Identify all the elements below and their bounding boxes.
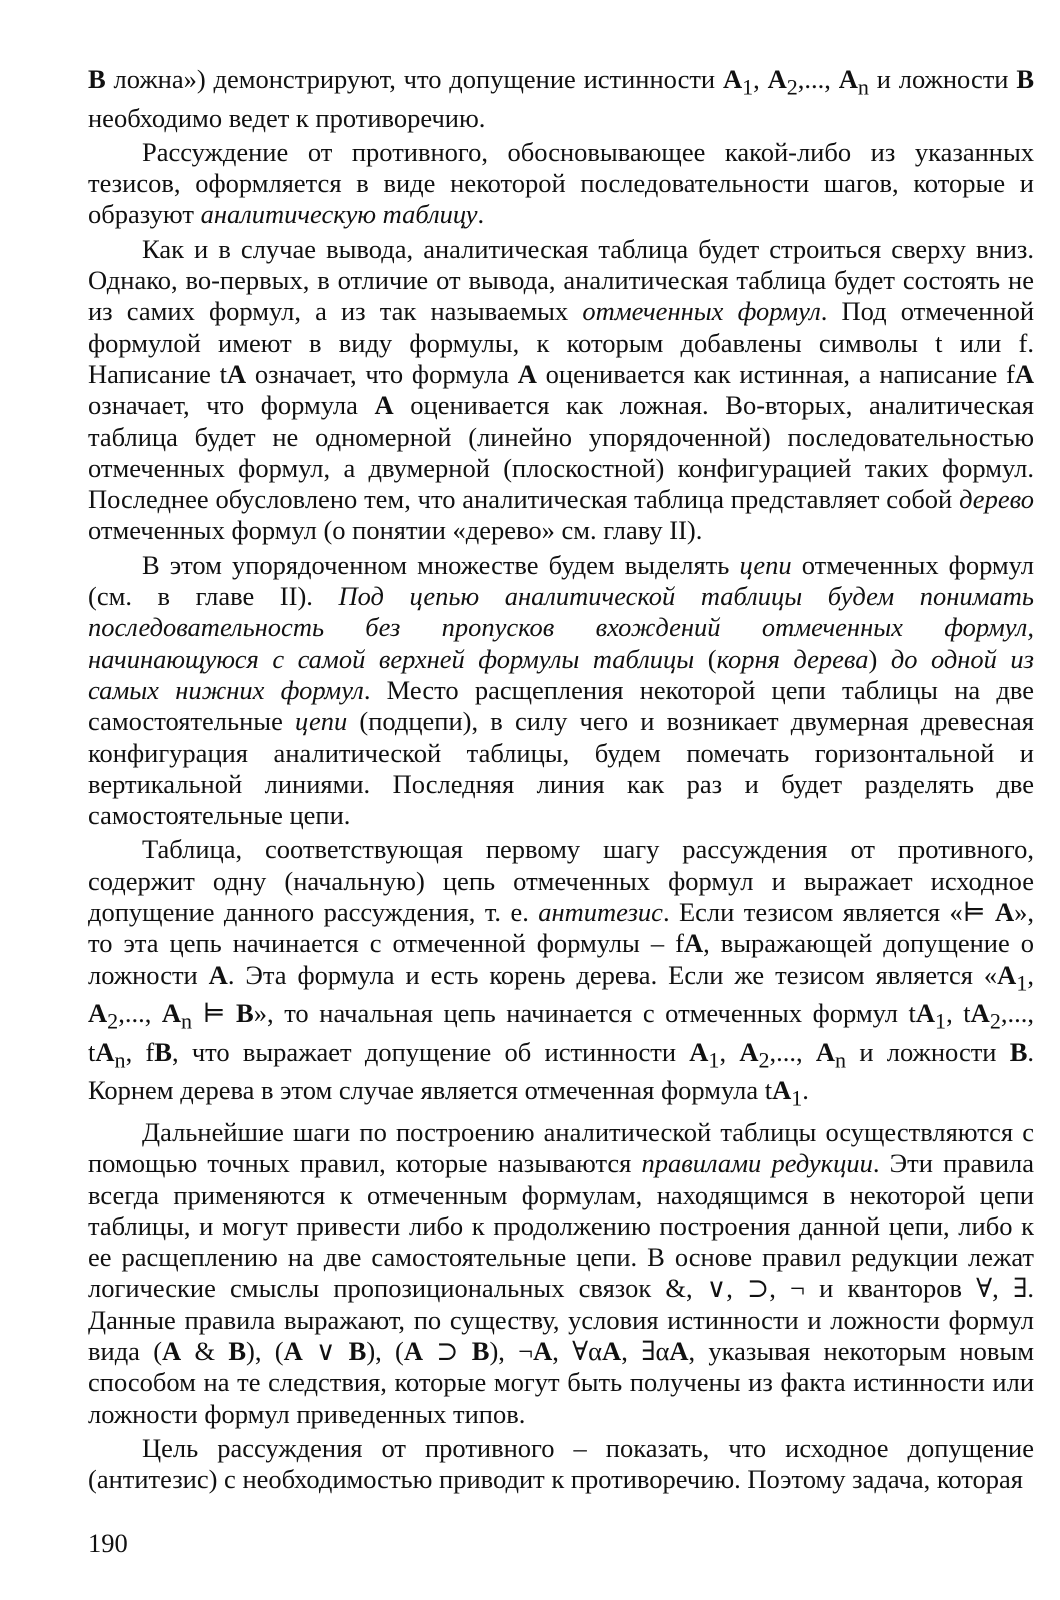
paragraph-5: Таблица, соответствующая первому шагу рассуждения от противного, содержит одну (начальную) цепь отмеченных формул и выражает исходное допущение данного рассуждения, т. е. антитезис. Если тезисом является «⊨ A», то эта цепь начинается с отмеченной формулы – fA, выражающей допущение о ложности A. Эта формула и есть корень дерева. Если же тезисом является «$A_1$, $A_2$,..., $A_n$ ⊨ B», то начальная цепь начинается с отмеченных формул $tA_1$, $tA_2$,..., $tA_n$, fB, что выражает допущение об истинности $A_1$, $A_2$,..., $A_n$ и ложности B. Корнем дерева в этом случае является отмеченная формула $tA_1$. (88, 834, 1035, 1111)
paragraph-7: Цель рассуждения от противного – показать, что исходное допущение (антитезис) с необходимостью приводит к противоречию. Поэтому задача, которая (88, 1432, 1034, 1495)
paragraph-3: Как и в случае вывода, аналитическая таблица будет строиться сверху вниз. Однако, во-первых, в отличие от вывода, аналитическая таблица будет состоять не из самих формул, а из так называемых отмеченных формул. Под отмеченной формулой имеют в виду формулы, к которым добавлены символы t или f. Написание tA означает, что формула A оценивается как истинная, а написание fA означает, что формула A оценивается как ложная. Во-вторых, аналитическая таблица будет не одномерной (линейно упорядоченной) последовательностью отмеченных формул, а двумерной (плоскостной) конфигурацией таких формул. Последнее обусловлено тем, что аналитическая таблица представляет собой дерево отмеченных формул (о понятии «дерево» см. главу II). (88, 233, 1034, 546)
paragraph-4: В этом упорядоченном множестве будем выделять цепи отмеченных формул (см. в главе II). Под цепью аналитической таблицы будем понимать последовательность без пропусков вхождений отмеченных формул, начинающуюся с самой верхней формулы таблицы (корня дерева) до одной из самых нижних формул. Место расщепления некоторой цепи таблицы на две самостоятельные цепи (подцепи), в силу чего и возникает двумерная древесная конфигурация аналитической таблицы, будем помечать горизонтальной и вертикальной линиями. Последняя линия как раз и будет разделять две самостоятельные цепи. (88, 549, 1034, 831)
paragraph-2: Рассуждение от противного, обосновывающее какой-либо из указанных тезисов, оформляется в виде некоторой последовательности шагов, которые и образуют аналитическую таблицу. (88, 136, 1034, 230)
paragraph-1: В ложна») демонстрируют, что допущение истинности $A_1$, $A_2$,..., $A_n$ и ложности В необходимо ведет к противоречию. (88, 64, 1034, 133)
page-number: 190 (88, 1528, 128, 1558)
paragraph-6: Дальнейшие шаги по построению аналитической таблицы осуществляются с помощью точных правил, которые называются правилами редукции. Эти правила всегда применяются к отмеченным формулам, находящимся в некоторой цепи таблицы, и могут привести либо к продолжению построения данной цепи, либо к ее расщеплению на две самостоятельные цепи. В основе правил редукции лежат логические смыслы пропозициональных связок &, ∨, ⊃, ¬ и кванторов ∀, ∃. Данные правила выражают, по существу, условия истинности и ложности формул вида (A & B), (A ∨ B), (A ⊃ B), ¬A, ∀αA, ∃αA, указывая некоторым новым способом на те следствия, которые могут быть получены из факта истинности или ложности формул приведенных типов. (88, 1116, 1034, 1429)
